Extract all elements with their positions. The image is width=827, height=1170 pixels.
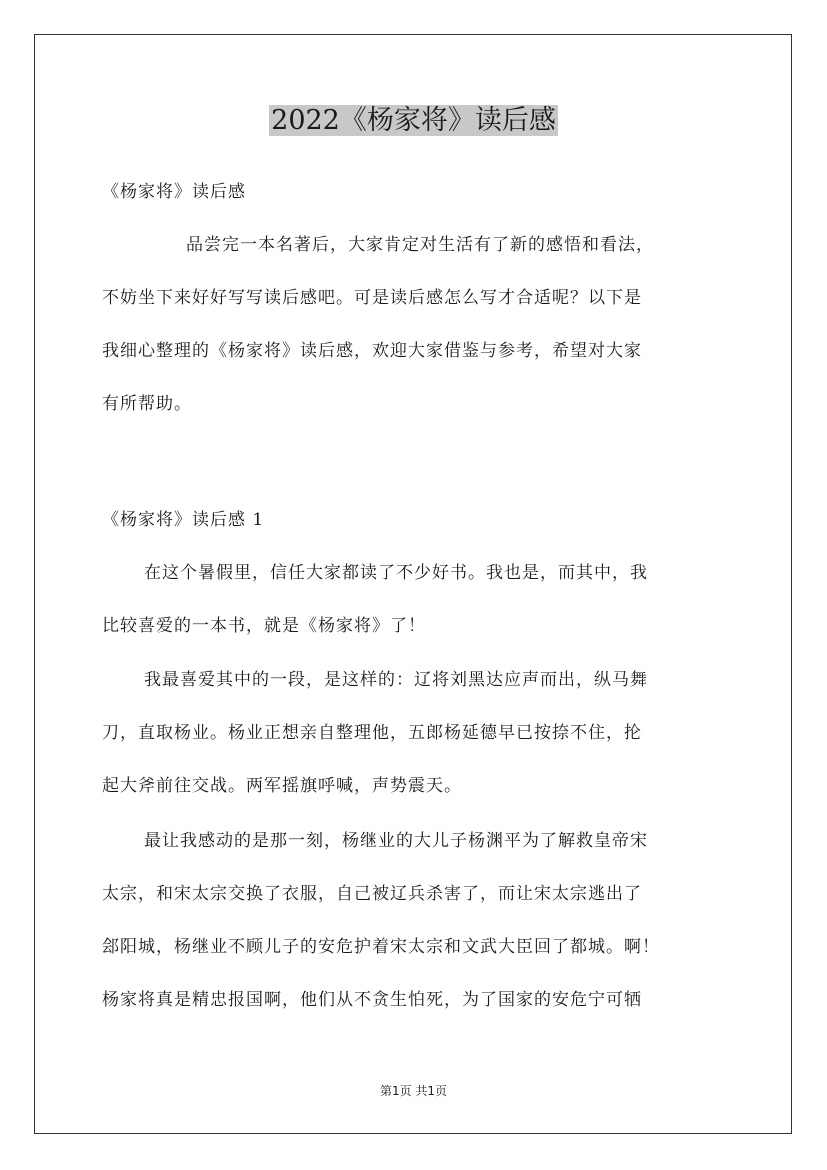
para2-line-1: 我最喜爱其中的一段，是这样的：辽将刘黑达应声而出，纵马舞 bbox=[144, 670, 648, 690]
paragraph-1 bbox=[102, 555, 732, 644]
subtitle bbox=[102, 174, 732, 210]
paragraph-2 bbox=[102, 662, 732, 804]
section-heading-text: 《杨家将》读后感 1 bbox=[102, 510, 265, 530]
para1-line-2: 比较喜爱的一本书，就是《杨家将》了！ bbox=[102, 616, 426, 636]
intro-paragraph bbox=[102, 227, 732, 422]
para1-line-1: 在这个暑假里，信任大家都读了不少好书。我也是，而其中，我 bbox=[144, 563, 648, 583]
page-number-text: 第1页 共1页 bbox=[379, 1084, 448, 1098]
intro-line-2: 不妨坐下来好好写写读后感吧。可是读后感怎么写才合适呢？以下是 bbox=[102, 288, 642, 308]
page-number-footer bbox=[0, 1083, 827, 1099]
para3-line-1: 最让我感动的是那一刻，杨继业的大儿子杨渊平为了解救皇帝宋 bbox=[144, 831, 648, 851]
para2-line-3: 起大斧前往交战。两军摇旗呼喊，声势震天。 bbox=[102, 776, 462, 796]
para2-line-2: 刀，直取杨业。杨业正想亲自整理他，五郎杨延德早已按捺不住，抡 bbox=[102, 723, 642, 743]
intro-line-3: 我细心整理的《杨家将》读后感，欢迎大家借鉴与参考，希望对大家 bbox=[102, 341, 642, 361]
intro-line-1: 品尝完一本名著后，大家肯定对生活有了新的感悟和看法， bbox=[186, 235, 654, 255]
section-heading bbox=[102, 502, 732, 538]
subtitle-text: 《杨家将》读后感 bbox=[102, 182, 246, 202]
document-title-text: 2022《杨家将》读后感 bbox=[271, 105, 556, 136]
para3-line-4: 杨家将真是精忠报国啊，他们从不贪生怕死，为了国家的安危宁可牺 bbox=[102, 990, 642, 1010]
para3-line-2: 太宗，和宋太宗交换了衣服，自己被辽兵杀害了，而让宋太宗逃出了 bbox=[102, 884, 642, 904]
document-title bbox=[0, 101, 827, 141]
para3-line-3: 郐阳城，杨继业不顾儿子的安危护着宋太宗和文武大臣回了都城。啊！ bbox=[102, 937, 660, 957]
paragraph-3 bbox=[102, 823, 732, 1018]
intro-line-4: 有所帮助。 bbox=[102, 394, 192, 414]
